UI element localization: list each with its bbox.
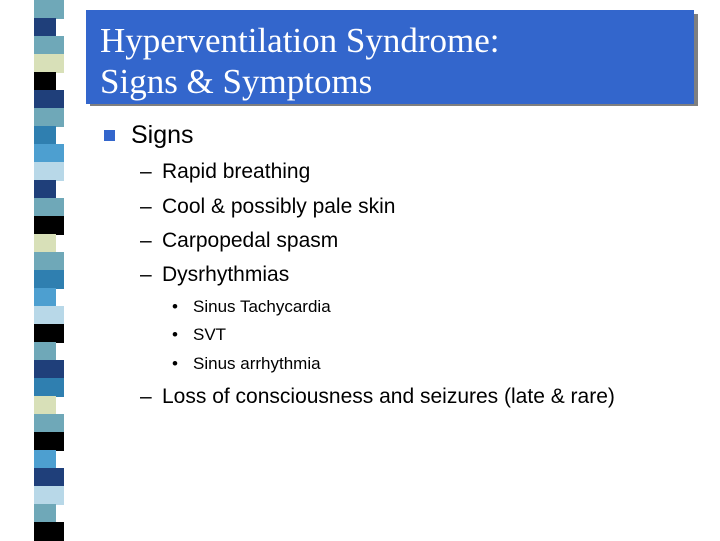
dash-marker: – — [140, 195, 152, 218]
sign-item-last: Loss of consciousness and seizures (late & rare) — [162, 385, 615, 408]
sign-item: Cool & possibly pale skin — [162, 195, 396, 218]
dot-marker: • — [172, 354, 178, 373]
sign-item: Dysrhythmias — [162, 263, 290, 286]
dot-marker: • — [172, 325, 178, 344]
dysrhythmia-item: Sinus arrhythmia — [193, 354, 321, 373]
sign-item: Rapid breathing — [162, 160, 311, 183]
dysrhythmia-item: SVT — [193, 325, 227, 344]
title-line-1: Hyperventilation Syndrome: — [100, 21, 500, 60]
sign-item: Carpopedal spasm — [162, 229, 339, 252]
dash-marker: – — [140, 263, 152, 286]
dash-marker: – — [140, 385, 152, 408]
dysrhythmia-item: Sinus Tachycardia — [193, 297, 331, 316]
square-bullet-icon — [104, 130, 115, 141]
dash-marker: – — [140, 229, 152, 252]
title-line-2: Signs & Symptoms — [100, 62, 373, 101]
dot-marker: • — [172, 297, 178, 316]
bullet-signs: Signs — [131, 121, 194, 149]
dash-marker: – — [140, 160, 152, 183]
